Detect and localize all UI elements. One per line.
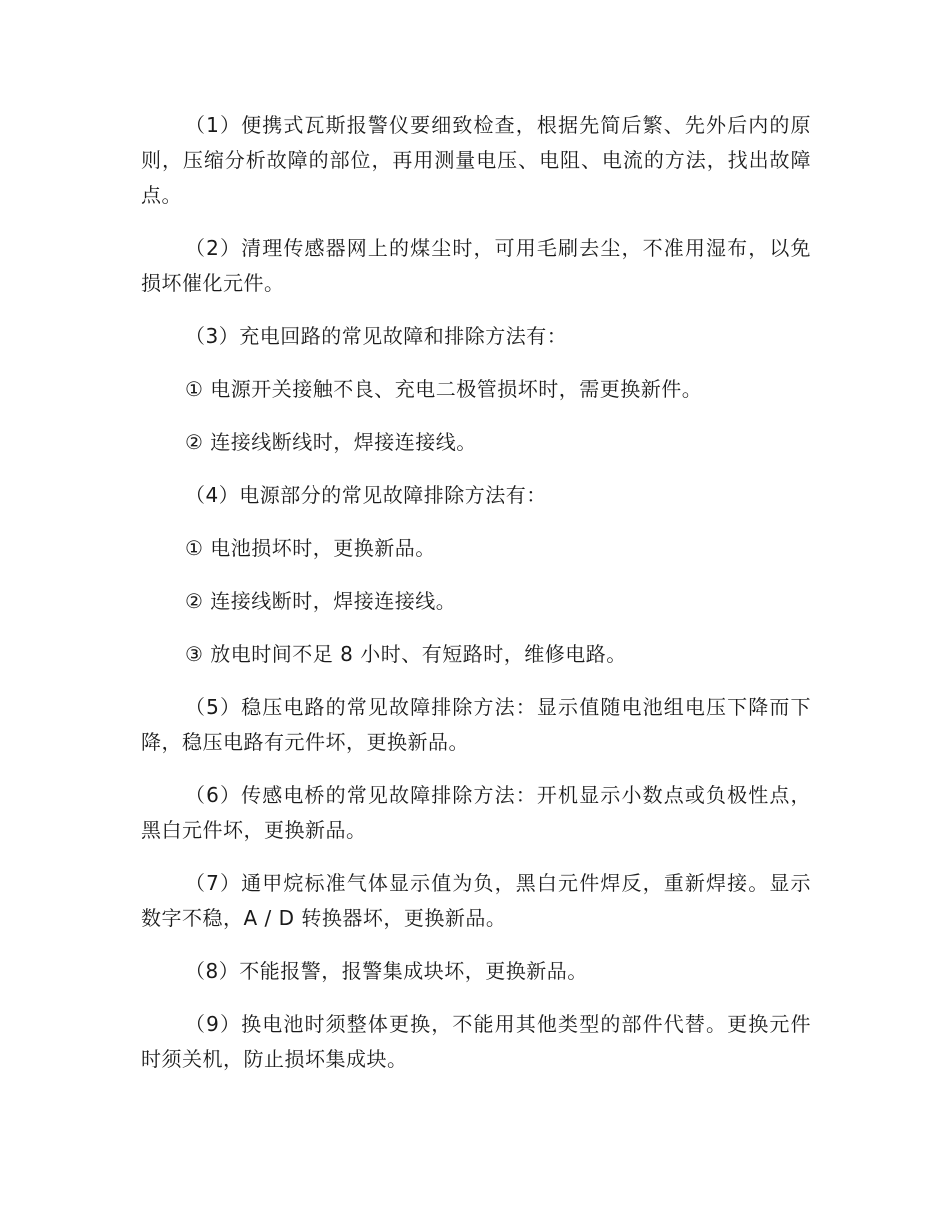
document-body [141,108,811,1095]
paragraph-1: （1）便携式瓦斯报警仪要细致检查，根据先简后繁、先外后内的原则，压缩分析故障的部位，再用测量电压、电阻、电流的方法，找出故障点。 [141,113,811,207]
paragraph-7: （7）通甲烷标准气体显示值为负，黑白元件焊反，重新焊接。显示数字不稳，A / D 转换器坏，更换新品。 [141,871,811,930]
paragraph-8: （8）不能报警，报警集成块坏，更换新品。 [185,959,588,983]
paragraph-9: （9）换电池时须整体更换，不能用其他类型的部件代替。更换元件时须关机，防止损坏集成块。 [141,1012,811,1071]
list-item-4-3: ③ 放电时间不足 8 小时、有短路时，维修电路。 [185,642,627,666]
paragraph-2: （2）清理传感器网上的煤尘时，可用毛刷去尘，不准用湿布，以免损坏催化元件。 [141,236,811,295]
list-item-4-2: ② 连接线断时，焊接连接线。 [185,589,457,613]
list-item-3-2: ② 连接线断线时，焊接连接线。 [185,430,477,454]
paragraph-6: （6）传感电桥的常见故障排除方法：开机显示小数点或负极性点，黑白元件坏，更换新品。 [141,783,811,842]
paragraph-4: （4）电源部分的常见故障排除方法有： [185,483,547,507]
paragraph-5: （5）稳压电路的常见故障排除方法：显示值随电池组电压下降而下降，稳压电路有元件坏，更换新品。 [141,695,811,754]
list-item-3-1: ① 电源开关接触不良、充电二极管损坏时，需更换新件。 [185,377,703,401]
list-item-4-1: ① 电池损坏时，更换新品。 [185,536,436,560]
paragraph-3: （3）充电回路的常见故障和排除方法有： [185,324,568,348]
